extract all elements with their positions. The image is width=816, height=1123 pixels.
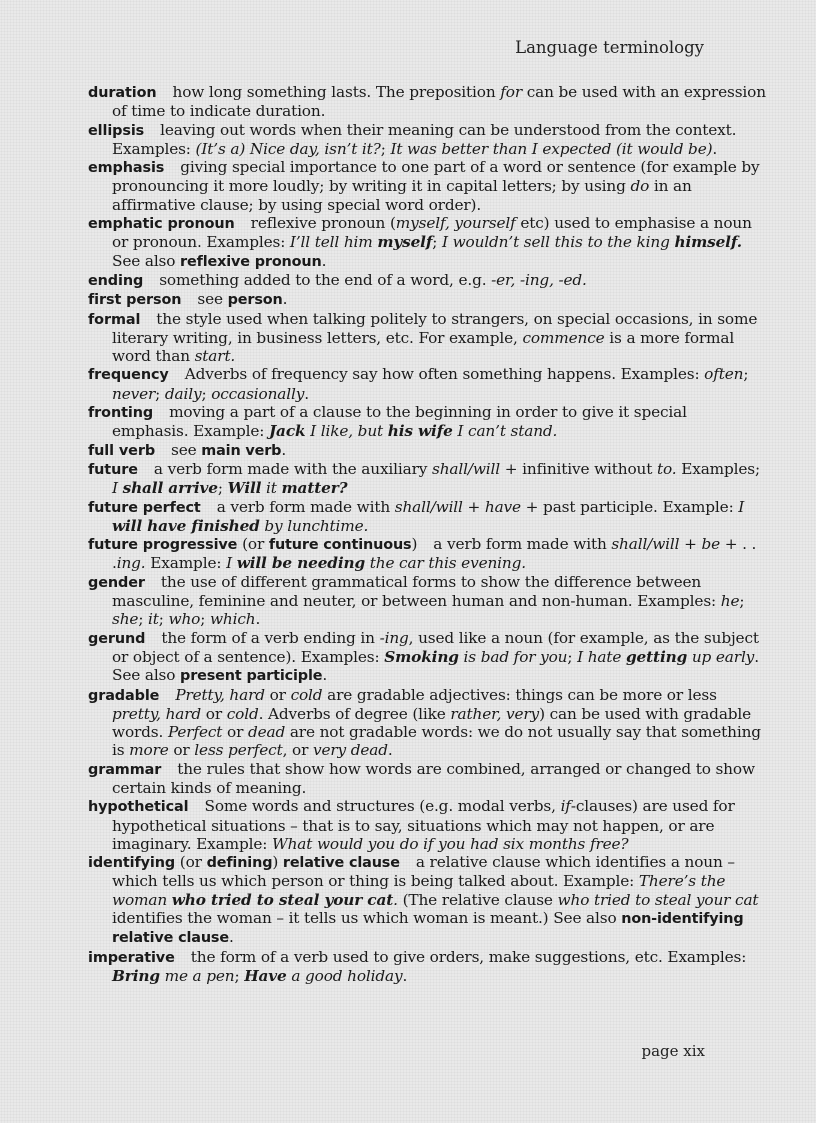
entry-text: Example:: [145, 554, 227, 573]
cross-reference: reflexive pronoun: [180, 253, 322, 270]
entry-text: never: [112, 384, 156, 403]
entry-term: hypothetical: [88, 799, 189, 816]
entry-term: future perfect: [88, 499, 201, 516]
entry-text: matter?: [281, 479, 348, 498]
entry-term: fronting: [88, 405, 154, 422]
entry-term: first person: [88, 292, 182, 309]
cross-reference: defining: [206, 855, 273, 872]
running-header: Language terminology: [515, 38, 704, 57]
entry-text: ;: [217, 479, 228, 498]
entry-text: to.: [656, 459, 677, 478]
entry-text: if: [560, 797, 571, 816]
entry-text: the style used when talking politely to strangers, on special occasions, in some literary writing, in business letters, etc. For example,: [112, 309, 758, 347]
cross-reference: relative clause: [282, 855, 400, 872]
entry-text: -ing: [379, 628, 409, 647]
entry-text: daily: [164, 384, 202, 403]
entry-text: ): [411, 535, 418, 554]
glossary-entry: [88, 290, 766, 309]
entry-text: .: [321, 251, 327, 270]
entry-text: , used like a noun (for example, as the subject or object of a sentence). Examples:: [112, 628, 759, 666]
glossary-entry: [88, 121, 766, 159]
entry-text: .: [393, 890, 398, 909]
glossary-entry: [88, 573, 766, 629]
glossary-entry: [88, 158, 766, 214]
entry-text: the rules that show how words are combined, arranged or changed to show certain kinds of meaning.: [112, 759, 755, 797]
entry-text: it: [148, 610, 159, 629]
entry-text: ): [272, 853, 283, 872]
entry-text: , or: [282, 741, 313, 760]
entry-term: future progressive: [88, 537, 238, 554]
entry-text: the car this evening.: [365, 554, 526, 573]
entry-text: he: [720, 592, 740, 611]
cross-reference: non-identifying relative clause: [112, 911, 744, 947]
entry-text: moving a part of a clause to the beginning in order to give it special emphasis. Example:: [112, 403, 687, 441]
entry-text: me a pen: [159, 966, 235, 985]
entry-text: can be used with an expression of time to indicate duration.: [112, 83, 766, 121]
entry-term: emphasis: [88, 160, 165, 177]
glossary-entry: [88, 441, 766, 460]
entry-text: Will: [227, 479, 262, 498]
entry-text: Jack: [268, 422, 306, 441]
entry-text: I: [112, 479, 123, 498]
cross-reference: main verb: [201, 442, 282, 459]
entry-text: or: [201, 704, 227, 723]
entry-text: very dead: [312, 741, 388, 760]
entry-text: occasionally: [211, 384, 305, 403]
entry-text: shall/will: [611, 535, 680, 554]
entry-text: .: [712, 139, 718, 158]
entry-term: gradable: [88, 687, 160, 704]
entry-text: ;: [432, 233, 442, 252]
entry-text: or: [264, 685, 291, 704]
entry-text: she: [112, 610, 139, 629]
glossary-entry: [88, 535, 766, 573]
entry-text: I: [738, 497, 745, 516]
entry-text: are not gradable words: we do not usually say that something is: [112, 723, 761, 760]
glossary-entry: [88, 403, 766, 441]
entry-text: cold: [226, 704, 259, 723]
entry-text: shall/will: [394, 497, 463, 516]
entry-text: .: [282, 290, 288, 309]
entry-text: is a more formal word than: [112, 328, 735, 366]
entry-text: There’s the woman: [112, 872, 726, 909]
entry-text: It was better than I expected (it would be): [390, 139, 713, 158]
entry-term: gerund: [88, 630, 146, 647]
entry-text: .: [402, 966, 408, 985]
glossary-entry: [88, 797, 766, 853]
entry-text: reflexive pronoun (: [250, 214, 396, 233]
entry-text: ;: [743, 365, 749, 384]
entry-text: it: [261, 479, 282, 498]
entry-term: gender: [88, 574, 145, 591]
entry-text: a verb form made with: [216, 497, 395, 516]
entry-text: ;: [380, 139, 391, 158]
entry-text: are gradable adjectives: things can be more or less: [322, 685, 717, 704]
entry-text: shall/will: [432, 459, 501, 478]
glossary-entry: [88, 365, 766, 403]
entry-text: identifies the woman – it tells us which woman is meant.) See also: [112, 909, 622, 928]
entry-term: frequency: [88, 367, 169, 384]
entry-text: start.: [194, 347, 236, 366]
glossary-entry: [88, 948, 766, 986]
glossary-entries: [88, 83, 766, 985]
cross-reference: person: [227, 292, 283, 309]
entry-text: (The relative clause: [397, 890, 558, 909]
entry-text: his wife: [387, 422, 453, 441]
entry-text: I wouldn’t sell this to the king: [441, 233, 675, 252]
entry-text: for: [500, 83, 522, 101]
entry-text: .: [322, 666, 328, 685]
entry-text: ;: [200, 610, 210, 629]
entry-text: myself: [377, 233, 433, 252]
entry-text: will have finished: [112, 516, 260, 535]
entry-text: a verb form made with: [433, 535, 612, 554]
entry-text: ;: [138, 610, 149, 629]
entry-text: is bad for you: [458, 647, 568, 666]
entry-text: dead: [247, 723, 286, 742]
entry-text: Some words and structures (e.g. modal verbs,: [204, 797, 561, 816]
entry-text: ;: [567, 647, 578, 666]
entry-text: pretty, hard: [112, 704, 202, 723]
entry-text: . See also: [112, 647, 759, 685]
entry-term: formal: [88, 311, 141, 328]
glossary-entry: [88, 853, 766, 947]
entry-text: the form of a verb ending in: [161, 628, 380, 647]
entry-text: +: [462, 497, 485, 516]
entry-text: Bring: [112, 966, 160, 985]
entry-text: + infinitive without: [500, 459, 657, 478]
entry-term: ending: [88, 272, 144, 289]
entry-text: Pretty, hard: [175, 685, 265, 704]
entry-text: I can’t stand.: [452, 422, 558, 441]
entry-text: commence: [522, 328, 605, 347]
entry-text: Smoking: [384, 647, 459, 666]
entry-text: myself, yourself: [395, 214, 516, 233]
entry-text: a verb form made with the auxiliary: [153, 459, 432, 478]
entry-text: ) can be used with gradable words.: [112, 704, 752, 742]
entry-text: I like, but: [305, 422, 388, 441]
entry-term: future: [88, 461, 138, 478]
entry-text: .: [304, 384, 309, 403]
entry-text: leaving out words when their meaning can be understood from the context. Examples:: [112, 120, 737, 158]
entry-text: .: [281, 440, 287, 459]
entry-text: himself.: [674, 233, 742, 252]
entry-term: duration: [88, 85, 157, 101]
entry-text: Have: [244, 966, 287, 985]
glossary-entry: [88, 214, 766, 271]
entry-text: -er, -ing, -ed.: [491, 270, 587, 289]
entry-text: (It’s a) Nice day, isn’t it?: [195, 139, 381, 158]
glossary-entry: [88, 460, 766, 498]
entry-text: more: [129, 741, 169, 760]
entry-text: .: [255, 610, 261, 629]
entry-text: + . . .: [112, 535, 757, 573]
entry-text: ;: [155, 384, 165, 403]
entry-text: getting: [626, 647, 688, 666]
entry-text: + past participle. Example:: [520, 497, 739, 516]
glossary-entry: [88, 686, 766, 760]
entry-text: see: [171, 440, 202, 459]
entry-text: which: [209, 610, 256, 629]
cross-reference: present participle: [180, 668, 323, 685]
entry-text: I: [226, 554, 237, 573]
entry-text: do: [630, 177, 650, 196]
glossary-entry: [88, 83, 766, 121]
entry-text: -clauses) are used for hypothetical situations – that is to say, situations which may not happen, or are imaginary. Example:: [112, 797, 735, 853]
entry-text: how long something lasts. The preposition: [172, 83, 501, 101]
entry-text: ;: [739, 592, 745, 611]
entry-text: ;: [201, 384, 212, 403]
entry-text: rather, very: [450, 704, 540, 723]
entry-term: identifying: [88, 855, 176, 872]
entry-text: (or: [242, 535, 269, 554]
entry-text: by lunchtime.: [259, 516, 369, 535]
entry-text: or: [222, 723, 248, 742]
entry-text: shall arrive: [122, 479, 218, 498]
cross-reference: future continuous: [268, 537, 412, 554]
entry-text: See also: [112, 251, 181, 270]
entry-text: ing.: [116, 554, 146, 573]
glossary-entry: [88, 310, 766, 366]
entry-term: ellipsis: [88, 122, 145, 139]
entry-text: up early: [687, 647, 755, 666]
entry-text: the use of different grammatical forms to show the difference between masculine, feminine and neuter, or between human and non-human. Examples:: [112, 572, 721, 611]
entry-text: a relative clause which identifies a noun – which tells us which person or thing is being talked about. Example:: [112, 853, 735, 891]
entry-text: Examples;: [676, 459, 761, 478]
entry-text: (or: [179, 853, 207, 872]
entry-text: something added to the end of a word, e.g.: [159, 270, 492, 289]
entry-text: who tried to steal your cat: [171, 890, 394, 909]
entry-text: the form of a verb used to give orders, make suggestions, etc. Examples:: [190, 947, 747, 966]
entry-text: who tried to steal your cat: [557, 890, 759, 909]
entry-text: cold: [290, 685, 323, 704]
entry-term: emphatic pronoun: [88, 216, 235, 233]
entry-text: Adverbs of frequency say how often something happens. Examples:: [184, 365, 705, 384]
entry-text: giving special importance to one part of a word or sentence (for example by pronouncing it more loudly; by writing it in capital letters; by using: [112, 158, 760, 196]
entry-text: in an affirmative clause; by using special word order).: [112, 177, 692, 214]
glossary-entry: [88, 498, 766, 536]
entry-term: grammar: [88, 761, 162, 778]
entry-text: +: [679, 535, 702, 554]
entry-text: less perfect: [194, 741, 283, 760]
entry-term: full verb: [88, 442, 156, 459]
entry-text: or: [168, 741, 195, 760]
entry-text: I hate: [577, 647, 626, 666]
entry-text: What would you do if you had six months free?: [272, 834, 629, 853]
entry-text: a good holiday: [286, 966, 403, 985]
glossary-entry: [88, 760, 766, 798]
entry-text: will be needing: [236, 554, 366, 573]
entry-text: see: [197, 290, 228, 309]
entry-text: . Adverbs of degree (like: [258, 704, 451, 723]
entry-text: I’ll tell him: [289, 233, 378, 252]
entry-text: who: [168, 610, 201, 629]
entry-text: often: [704, 365, 744, 384]
page-number: page xix: [641, 1042, 705, 1060]
entry-text: .: [387, 741, 393, 760]
entry-text: .: [228, 928, 234, 947]
glossary-entry: [88, 271, 766, 290]
entry-text: ;: [234, 966, 245, 985]
entry-text: Perfect: [167, 723, 223, 742]
entry-text: etc) used to emphasise a noun or pronoun. Examples:: [112, 214, 752, 252]
entry-text: ;: [158, 610, 169, 629]
glossary-entry: [88, 629, 766, 686]
entry-term: imperative: [88, 949, 175, 966]
entry-text: have: [484, 497, 521, 516]
entry-text: be: [701, 535, 721, 554]
